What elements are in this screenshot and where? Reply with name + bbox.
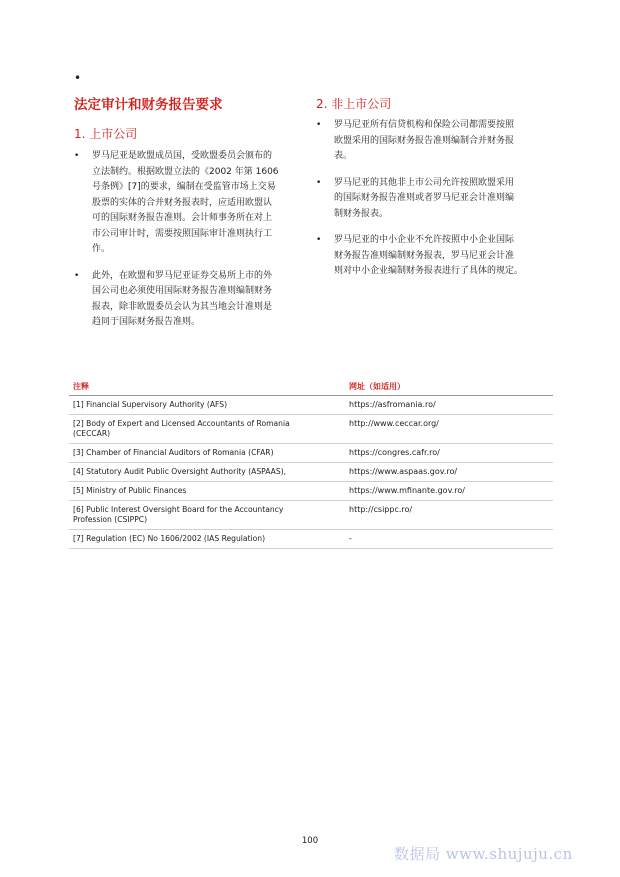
note-cell: [1] Financial Supervisory Authority (AFS) [69,396,345,415]
url-cell: - [345,530,553,549]
bullet-line: 市公司审计时，需要按照国际审计准则执行工 [92,228,273,239]
table-row [69,444,553,463]
bullet-line: 则对中小企业编制财务报表进行了具体的规定。 [334,266,524,276]
listed-bullet-list [74,149,306,331]
list-item: • 此外，在欧盟和罗马尼亚证券交易所上市的外 国公司也必须使用国际财务报告准则编制财务 报表，除非欧盟委员会认为其当地会计准则是 趋同于国际财务报告准则。 [74,270,273,327]
list-item: • 罗马尼亚的中小企业不允许按照中小企业国际 财务报告准则编制财务报表，罗马尼亚会计准 则对中小企业编制财务报表进行了具体的规定。 [316,235,524,276]
bullet-line: 的国际财务报告准则或者罗马尼亚会计准则编 [334,193,515,203]
notes-table [69,378,553,549]
bullet-line: 股票的实体的合并财务报表时，应适用欧盟认 [92,197,273,208]
right-column [316,96,556,291]
stray-bullet: • [74,71,82,85]
section-heading-unlisted: 2. 非上市公司 [316,97,392,111]
url-link[interactable]: http://csippc.ro/ [345,501,553,530]
table-header-row [69,378,553,396]
bullet-line: 趋同于国际财务报告准则。 [92,317,201,327]
page-title: 法定审计和财务报告要求 [74,97,223,113]
table-row [69,415,553,444]
bullet-line: 此外，在欧盟和罗马尼亚证券交易所上市的外 [92,270,273,281]
note-cell: [6] Public Interest Oversight Board for the Accountancy Profession (CSIPPC) [69,501,345,530]
bullet-line: 报表，除非欧盟委员会认为其当地会计准则是 [92,301,273,312]
table-row [69,530,553,549]
table-row [69,463,553,482]
page-number: 100 [301,836,319,846]
bullet-line: 作。 [92,244,111,254]
list-item: • 罗马尼亚的其他非上市公司允许按照欧盟采用 的国际财务报告准则或者罗马尼亚会计准则编 制财务报表。 [316,177,515,219]
list-item: • 罗马尼亚是欧盟成员国，受欧盟委员会颁布的 立法制约。根据欧盟立法的《2002 年第 1606 号条例》[7]的要求，编制在受监管市场上交易 股票的实体的合并财务报表时，应适用欧盟认 可的国际财务报告准则。会计师事务所在对上 市公司审计时，需要按照国际审计准则执行工 作。 [74,151,279,254]
url-link[interactable]: http://www.ceccar.org/ [345,415,553,444]
note-cell: [2] Body of Expert and Licensed Accountants of Romania (CECCAR) [69,415,345,444]
bullet-line: 号条例》[7]的要求，编制在受监管市场上交易 [92,182,276,192]
url-link[interactable]: https://congres.cafr.ro/ [345,444,553,463]
bullet-line: 罗马尼亚所有信贷机构和保险公司都需要按照 [334,120,515,130]
bullet-line: 罗马尼亚的其他非上市公司允许按照欧盟采用 [334,177,515,188]
bullet-line: 制财务报表。 [334,208,389,219]
note-cell: [3] Chamber of Financial Auditors of Romania (CFAR) [69,444,345,463]
url-link[interactable]: https://www.aspaas.gov.ro/ [345,463,553,482]
left-column [74,96,306,342]
bullet-line: 罗马尼亚是欧盟成员国，受欧盟委员会颁布的 [92,151,273,161]
bullet-line: 表。 [334,151,353,161]
note-cell: [5] Ministry of Public Finances [69,482,345,501]
table-row [69,396,553,415]
note-cell: [4] Statutory Audit Public Oversight Authority (ASPAAS), [69,463,345,482]
bullet-line: 欧盟采用的国际财务报告准则编制合并财务报 [334,135,515,146]
table-row [69,501,553,530]
bullet-line: 罗马尼亚的中小企业不允许按照中小企业国际 [334,235,515,245]
url-link[interactable]: https://www.mfinante.gov.ro/ [345,482,553,501]
bullet-line: 国公司也必须使用国际财务报告准则编制财务 [92,286,273,296]
note-cell: [7] Regulation (EC) No 1606/2002 (IAS Regulation) [69,530,345,549]
bullet-line: 立法制约。根据欧盟立法的《2002 年第 1606 [92,166,279,177]
bullet-line: 财务报告准则编制财务报表，罗马尼亚会计准 [334,250,515,261]
url-column-header: 网址（如适用） [345,378,553,396]
list-item: • 罗马尼亚所有信贷机构和保险公司都需要按照 欧盟采用的国际财务报告准则编制合并财务报 表。 [316,120,515,161]
table-row [69,482,553,501]
url-link[interactable]: https://asfromania.ro/ [345,396,553,415]
bullet-line: 可的国际财务报告准则。会计师事务所在对上 [92,213,273,223]
watermark: 数据局 www.shujuju.cn [394,845,573,863]
notes-column-header: 注释 [69,378,345,396]
unlisted-bullet-list [316,118,556,280]
section-heading-listed: 1. 上市公司 [74,127,138,141]
